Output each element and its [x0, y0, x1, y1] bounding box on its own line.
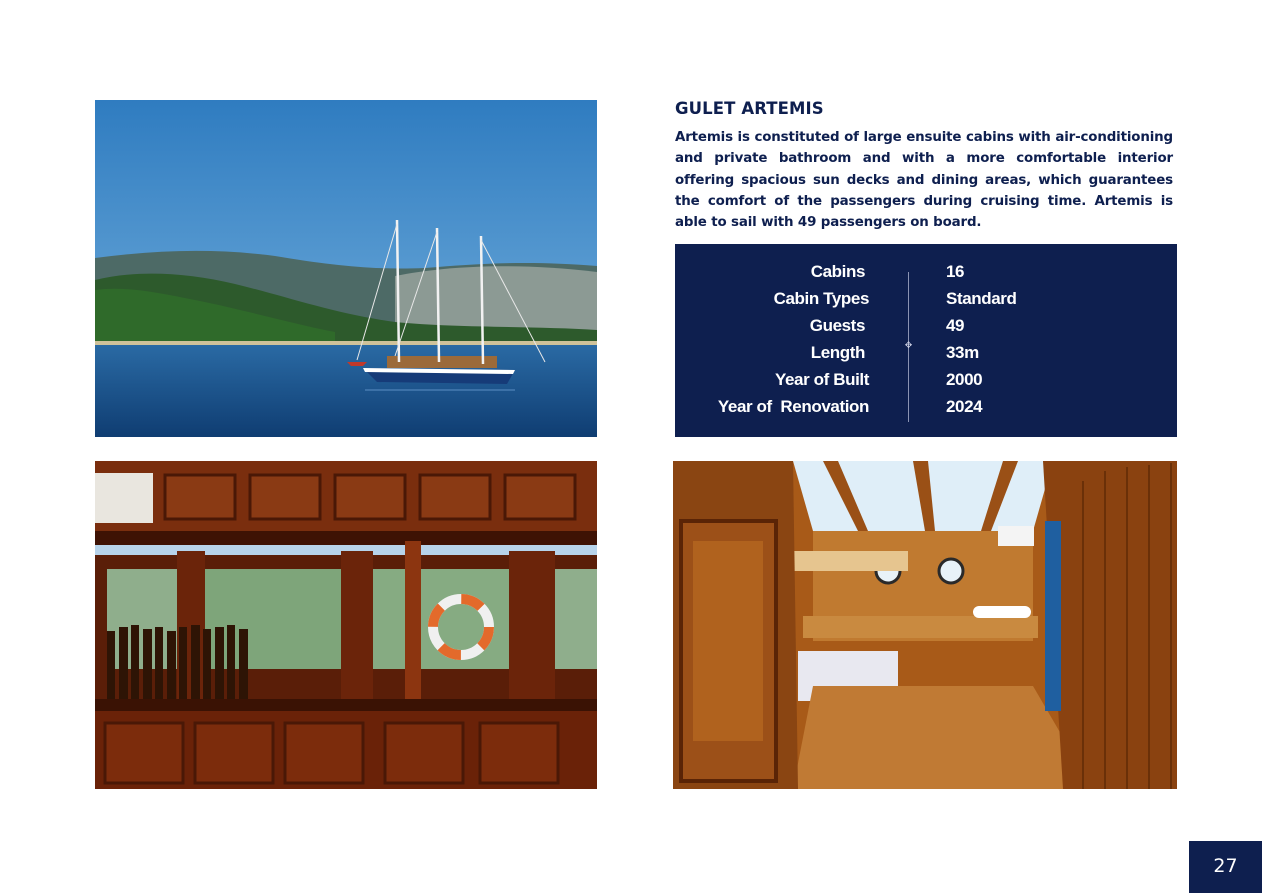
spec-value: Standard	[946, 289, 1017, 308]
spec-label: Year of Built	[775, 370, 869, 389]
spec-row-cabins	[675, 258, 1177, 285]
spec-row-year-renovation	[675, 393, 1177, 420]
spec-value: 16	[946, 262, 965, 281]
spec-label: Guests	[809, 316, 865, 335]
gulet-description: Artemis is constituted of large ensuite cabins with air-conditioning and private bathroom and with a more comfortable interior offering spacious sun decks and dining areas, which guarantees the comfort of the passengers during cruising time. Artemis is able to sail with 49 passengers on board.	[675, 130, 1173, 231]
spec-label: Cabins	[810, 262, 865, 281]
spec-value: 49	[946, 316, 965, 335]
spec-value: 2000	[946, 370, 983, 389]
spec-row-length	[675, 339, 1177, 366]
spec-label: Cabin Types	[773, 289, 869, 308]
spec-value: 33m	[946, 343, 979, 362]
page-number: 27	[1189, 841, 1262, 893]
spec-row-guests	[675, 312, 1177, 339]
gulet-exterior-photo	[95, 100, 597, 437]
saloon-bar-photo	[95, 461, 597, 789]
spec-row-year-built	[675, 366, 1177, 393]
spec-row-cabin-types	[675, 285, 1177, 312]
page-title: GULET ARTEMIS	[675, 99, 824, 118]
divider-ornament-icon: ✥	[904, 341, 913, 351]
spec-value: 2024	[946, 397, 983, 416]
spec-label: Year of Renovation	[717, 397, 869, 416]
spec-label: Length	[810, 343, 865, 362]
specs-panel	[675, 244, 1177, 437]
cabin-interior-photo	[673, 461, 1177, 789]
